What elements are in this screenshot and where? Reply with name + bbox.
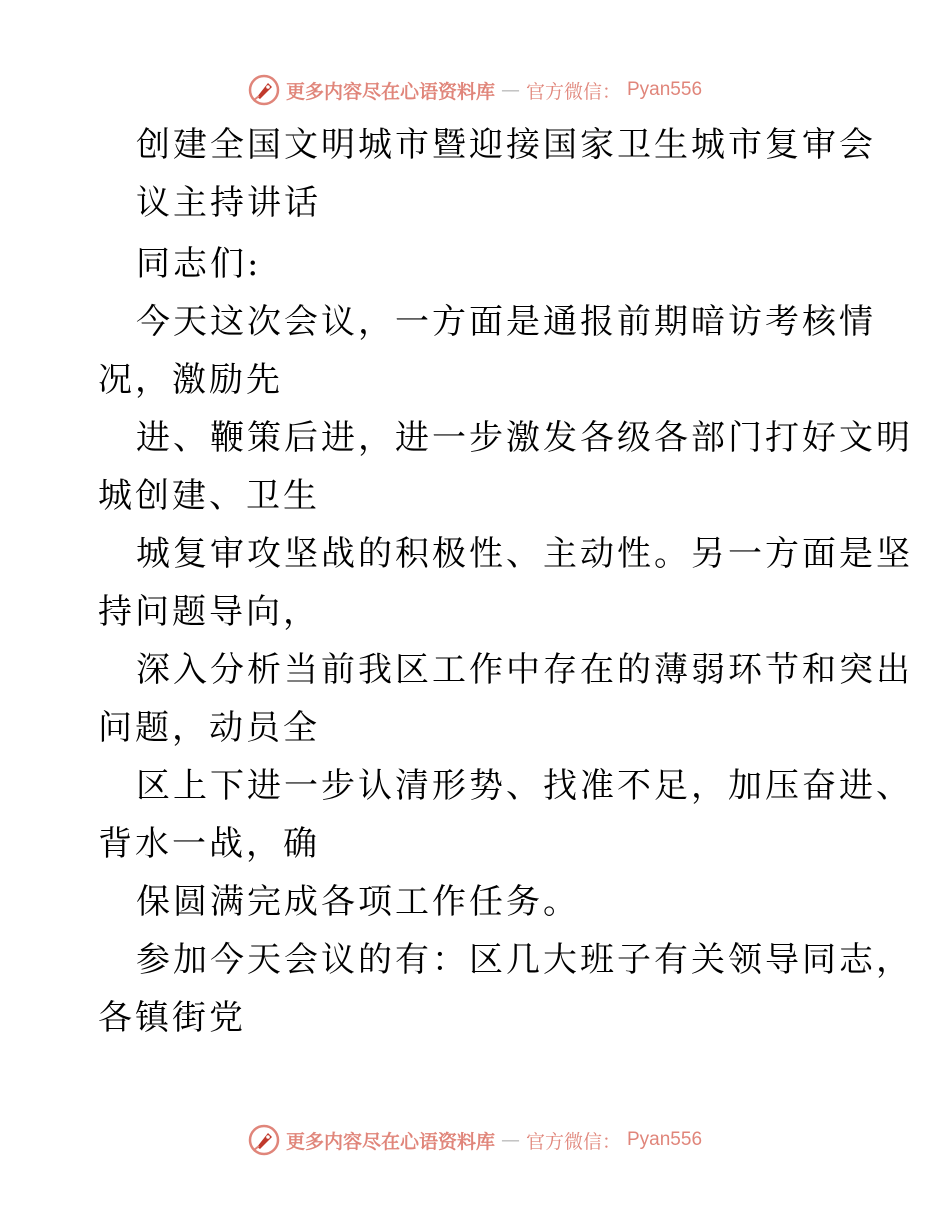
- paragraph-line: 今天这次会议，一方面是通报前期暗访考核情: [136, 302, 876, 342]
- watermark-wechat-id: Pyan556: [627, 79, 703, 100]
- document-title-line-1: 创建全国文明城市暨迎接国家卫生城市复审会: [136, 125, 876, 165]
- footer-watermark: [0, 1120, 950, 1160]
- paragraph-line: 况，激励先: [98, 360, 283, 400]
- document-title-line-2: 议主持讲话: [136, 183, 321, 223]
- paragraph-line: 城复审攻坚战的积极性、主动性。另一方面是坚: [136, 534, 913, 574]
- paragraph-line: 参加今天会议的有：区几大班子有关领导同志，: [136, 940, 913, 980]
- watermark-main-text: 更多内容尽在心语资料库: [285, 1130, 495, 1153]
- paragraph-line: 持问题导向，: [98, 592, 320, 632]
- pen-nib-circle-icon: [248, 74, 280, 106]
- paragraph-line: 进、鞭策后进，进一步激发各级各部门打好文明: [136, 418, 913, 458]
- salutation: 同志们:: [136, 244, 262, 284]
- watermark-official-label: 官方微信：: [525, 80, 621, 103]
- paragraph-line: 区上下进一步认清形势、找准不足，加压奋进、: [136, 766, 913, 806]
- pen-nib-circle-icon: [248, 1124, 280, 1156]
- paragraph-line: 问题，动员全: [98, 708, 320, 748]
- watermark-wechat-id: Pyan556: [627, 1129, 703, 1150]
- paragraph-line: 城创建、卫生: [98, 476, 320, 516]
- paragraph-line: 各镇街党: [98, 998, 246, 1038]
- watermark-separator: —: [500, 79, 520, 101]
- watermark-official-label: 官方微信：: [525, 1130, 621, 1153]
- paragraph-line: 保圆满完成各项工作任务。: [136, 882, 580, 922]
- watermark-separator: —: [500, 1129, 520, 1151]
- header-watermark: [0, 70, 950, 110]
- paragraph-line: 深入分析当前我区工作中存在的薄弱环节和突出: [136, 650, 913, 690]
- watermark-main-text: 更多内容尽在心语资料库: [285, 80, 495, 103]
- paragraph-line: 背水一战，确: [98, 824, 320, 864]
